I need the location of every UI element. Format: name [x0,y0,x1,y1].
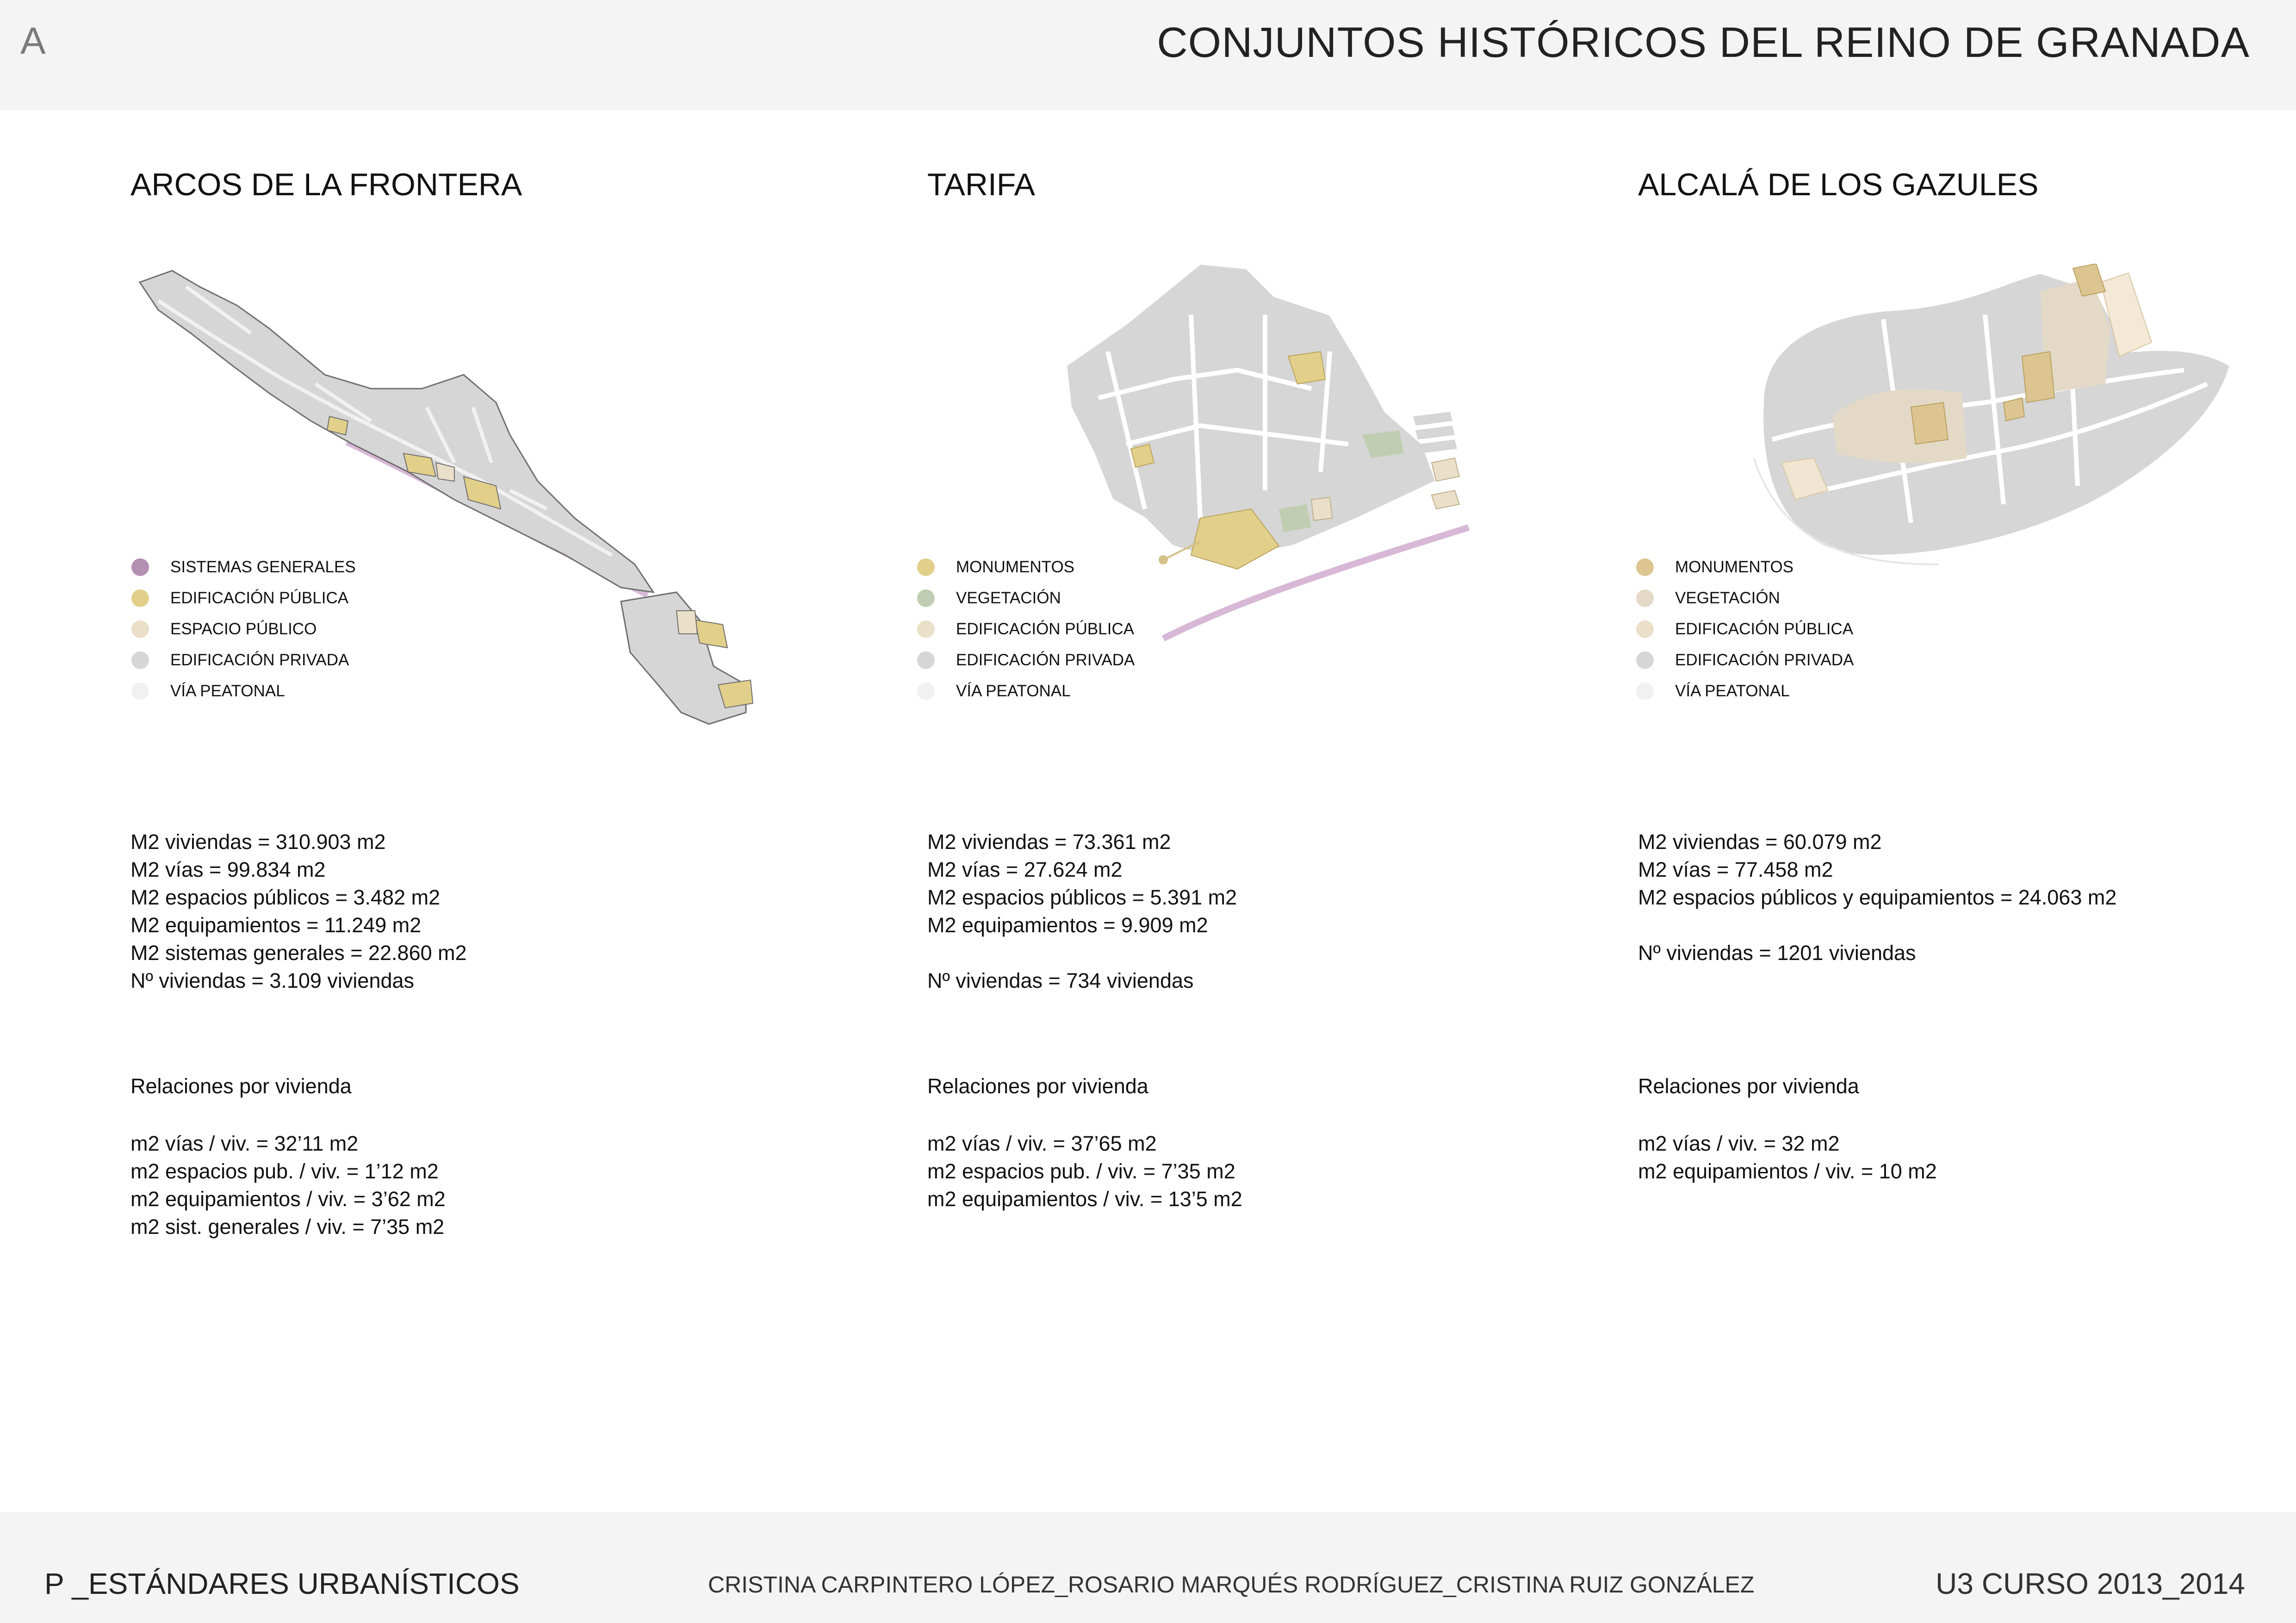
column-title: ARCOS DE LA FRONTERA [130,167,522,202]
legend-swatch [917,620,935,638]
stat-line: M2 equipamientos = 11.249 m2 [130,913,422,937]
legend-swatch [1636,620,1654,638]
legend-swatch [131,620,149,638]
legend-item [1636,613,1854,644]
stat-line: Nº viviendas = 734 viviendas [927,969,1194,992]
footer-project: P _ESTÁNDARES URBANÍSTICOS [44,1567,520,1600]
map-edificacion-publica [1311,497,1332,520]
legend-label: ESPACIO PÚBLICO [170,619,317,638]
stat-line: M2 vías = 27.624 m2 [927,858,1123,881]
map-edificacion-privada [140,271,653,592]
column-title: ALCALÁ DE LOS GAZULES [1638,167,2039,202]
legend-swatch [131,558,149,576]
legend-alcala [1636,551,1854,706]
stat-line: M2 vías = 99.834 m2 [130,858,326,881]
legend-swatch [131,651,149,669]
legend-swatch [917,651,935,669]
legend-label: MONUMENTOS [1675,558,1794,576]
column-arcos [130,167,825,1277]
stat-line: M2 sistemas generales = 22.860 m2 [130,941,467,965]
stat-line: M2 viviendas = 73.361 m2 [927,830,1171,854]
map-edificacion-privada-2 [1413,412,1457,453]
footer-course: U3 CURSO 2013_2014 [1936,1567,2245,1600]
legend-item [131,582,356,613]
legend-item [1636,644,1854,675]
relation-line: m2 vías / viv. = 37’65 m2 [927,1132,1157,1155]
relation-line: m2 sist. generales / viv. = 7’35 m2 [130,1215,445,1239]
legend-item [1636,582,1854,613]
header-bar [0,0,2296,110]
legend-label: EDIFICACIÓN PRIVADA [1675,650,1854,669]
legend-item [917,675,1135,706]
legend-label: EDIFICACIÓN PRIVADA [170,650,349,669]
stat-line: M2 espacios públicos y equipamientos = 24.063 m2 [1638,886,2117,909]
legend-swatch [1636,589,1654,607]
map-edificacion-publica [695,620,727,648]
legend-item [917,644,1135,675]
stat-line: Nº viviendas = 3.109 viviendas [130,969,415,992]
map-monumento [2004,398,2024,421]
footer-bar [0,1512,2296,1623]
legend-swatch [1636,682,1654,700]
legend-label: EDIFICACIÓN PRIVADA [956,650,1135,669]
relation-line: m2 vías / viv. = 32’11 m2 [130,1132,359,1155]
legend-label: MONUMENTOS [956,558,1075,576]
column-tarifa [927,167,1621,1277]
legend-label: EDIFICACIÓN PÚBLICA [1675,619,1854,638]
legend-label: SISTEMAS GENERALES [170,558,356,576]
stat-line: M2 viviendas = 60.079 m2 [1638,830,1882,854]
footer-authors: CRISTINA CARPINTERO LÓPEZ_ROSARIO MARQUÉS RODRÍGUEZ_CRISTINA RUIZ GONZÁLEZ [708,1572,1755,1598]
legend-swatch [1636,651,1654,669]
relations-alcala [1638,1130,1937,1185]
relations-arcos [130,1130,446,1241]
legend-label: VÍA PEATONAL [956,681,1071,700]
legend-item [131,675,356,706]
stats-tarifa [927,828,1237,995]
legend-tarifa [917,551,1135,706]
relation-line: m2 vías / viv. = 32 m2 [1638,1132,1840,1155]
relations-heading: Relaciones por vivienda [1638,1074,1859,1098]
legend-item [131,644,356,675]
relations-heading: Relaciones por vivienda [130,1074,352,1098]
map-espacio-publico [676,611,697,634]
legend-label: VEGETACIÓN [1675,588,1780,607]
legend-label: EDIFICACIÓN PÚBLICA [956,619,1135,638]
legend-item [917,582,1135,613]
map-vegetacion [1279,504,1311,532]
stat-line: M2 espacios públicos = 3.482 m2 [130,886,441,909]
stat-line [1638,911,2116,939]
legend-item [131,551,356,582]
column-alcala [1638,167,2296,1277]
map-monumento [2022,352,2054,403]
legend-swatch [131,682,149,700]
legend-label: EDIFICACIÓN PÚBLICA [170,588,349,607]
relation-line: m2 espacios pub. / viv. = 7’35 m2 [927,1159,1235,1183]
stats-arcos [130,828,467,995]
legend-item [917,551,1135,582]
legend-label: VÍA PEATONAL [1675,681,1790,700]
stat-line: Nº viviendas = 1201 viviendas [1638,941,1916,965]
column-title: TARIFA [927,167,1035,202]
relation-line: m2 equipamientos / viv. = 10 m2 [1638,1159,1937,1183]
legend-item [131,613,356,644]
relation-line: m2 equipamientos / viv. = 13’5 m2 [927,1187,1242,1211]
legend-swatch [1636,558,1654,576]
stat-line: M2 equipamientos = 9.909 m2 [927,913,1208,937]
legend-item [1636,675,1854,706]
stat-line: M2 vías = 77.458 m2 [1638,858,1833,881]
map-alcala [1744,264,2253,569]
map-edificacion-publica [1432,490,1459,509]
legend-swatch [917,682,935,700]
legend-arcos [131,551,356,706]
stat-line [927,939,1237,967]
map-monumento [1911,403,1948,444]
page-title: CONJUNTOS HISTÓRICOS DEL REINO DE GRANADA [1157,19,2250,66]
legend-swatch [917,589,935,607]
legend-item [917,613,1135,644]
legend-label: VÍA PEATONAL [170,681,285,700]
legend-swatch [917,558,935,576]
map-monumento [1131,444,1154,467]
relations-heading: Relaciones por vivienda [927,1074,1148,1098]
stat-line: M2 espacios públicos = 5.391 m2 [927,886,1237,909]
stats-alcala [1638,828,2116,967]
sheet-letter: A [20,20,46,62]
legend-swatch [131,589,149,607]
relation-line: m2 equipamientos / viv. = 3’62 m2 [130,1187,446,1211]
legend-label: VEGETACIÓN [956,588,1061,607]
legend-item [1636,551,1854,582]
stat-line: M2 viviendas = 310.903 m2 [130,830,386,854]
relation-line: m2 espacios pub. / viv. = 1’12 m2 [130,1159,439,1183]
map-edificacion-publica [1432,458,1459,481]
relations-tarifa [927,1130,1242,1213]
